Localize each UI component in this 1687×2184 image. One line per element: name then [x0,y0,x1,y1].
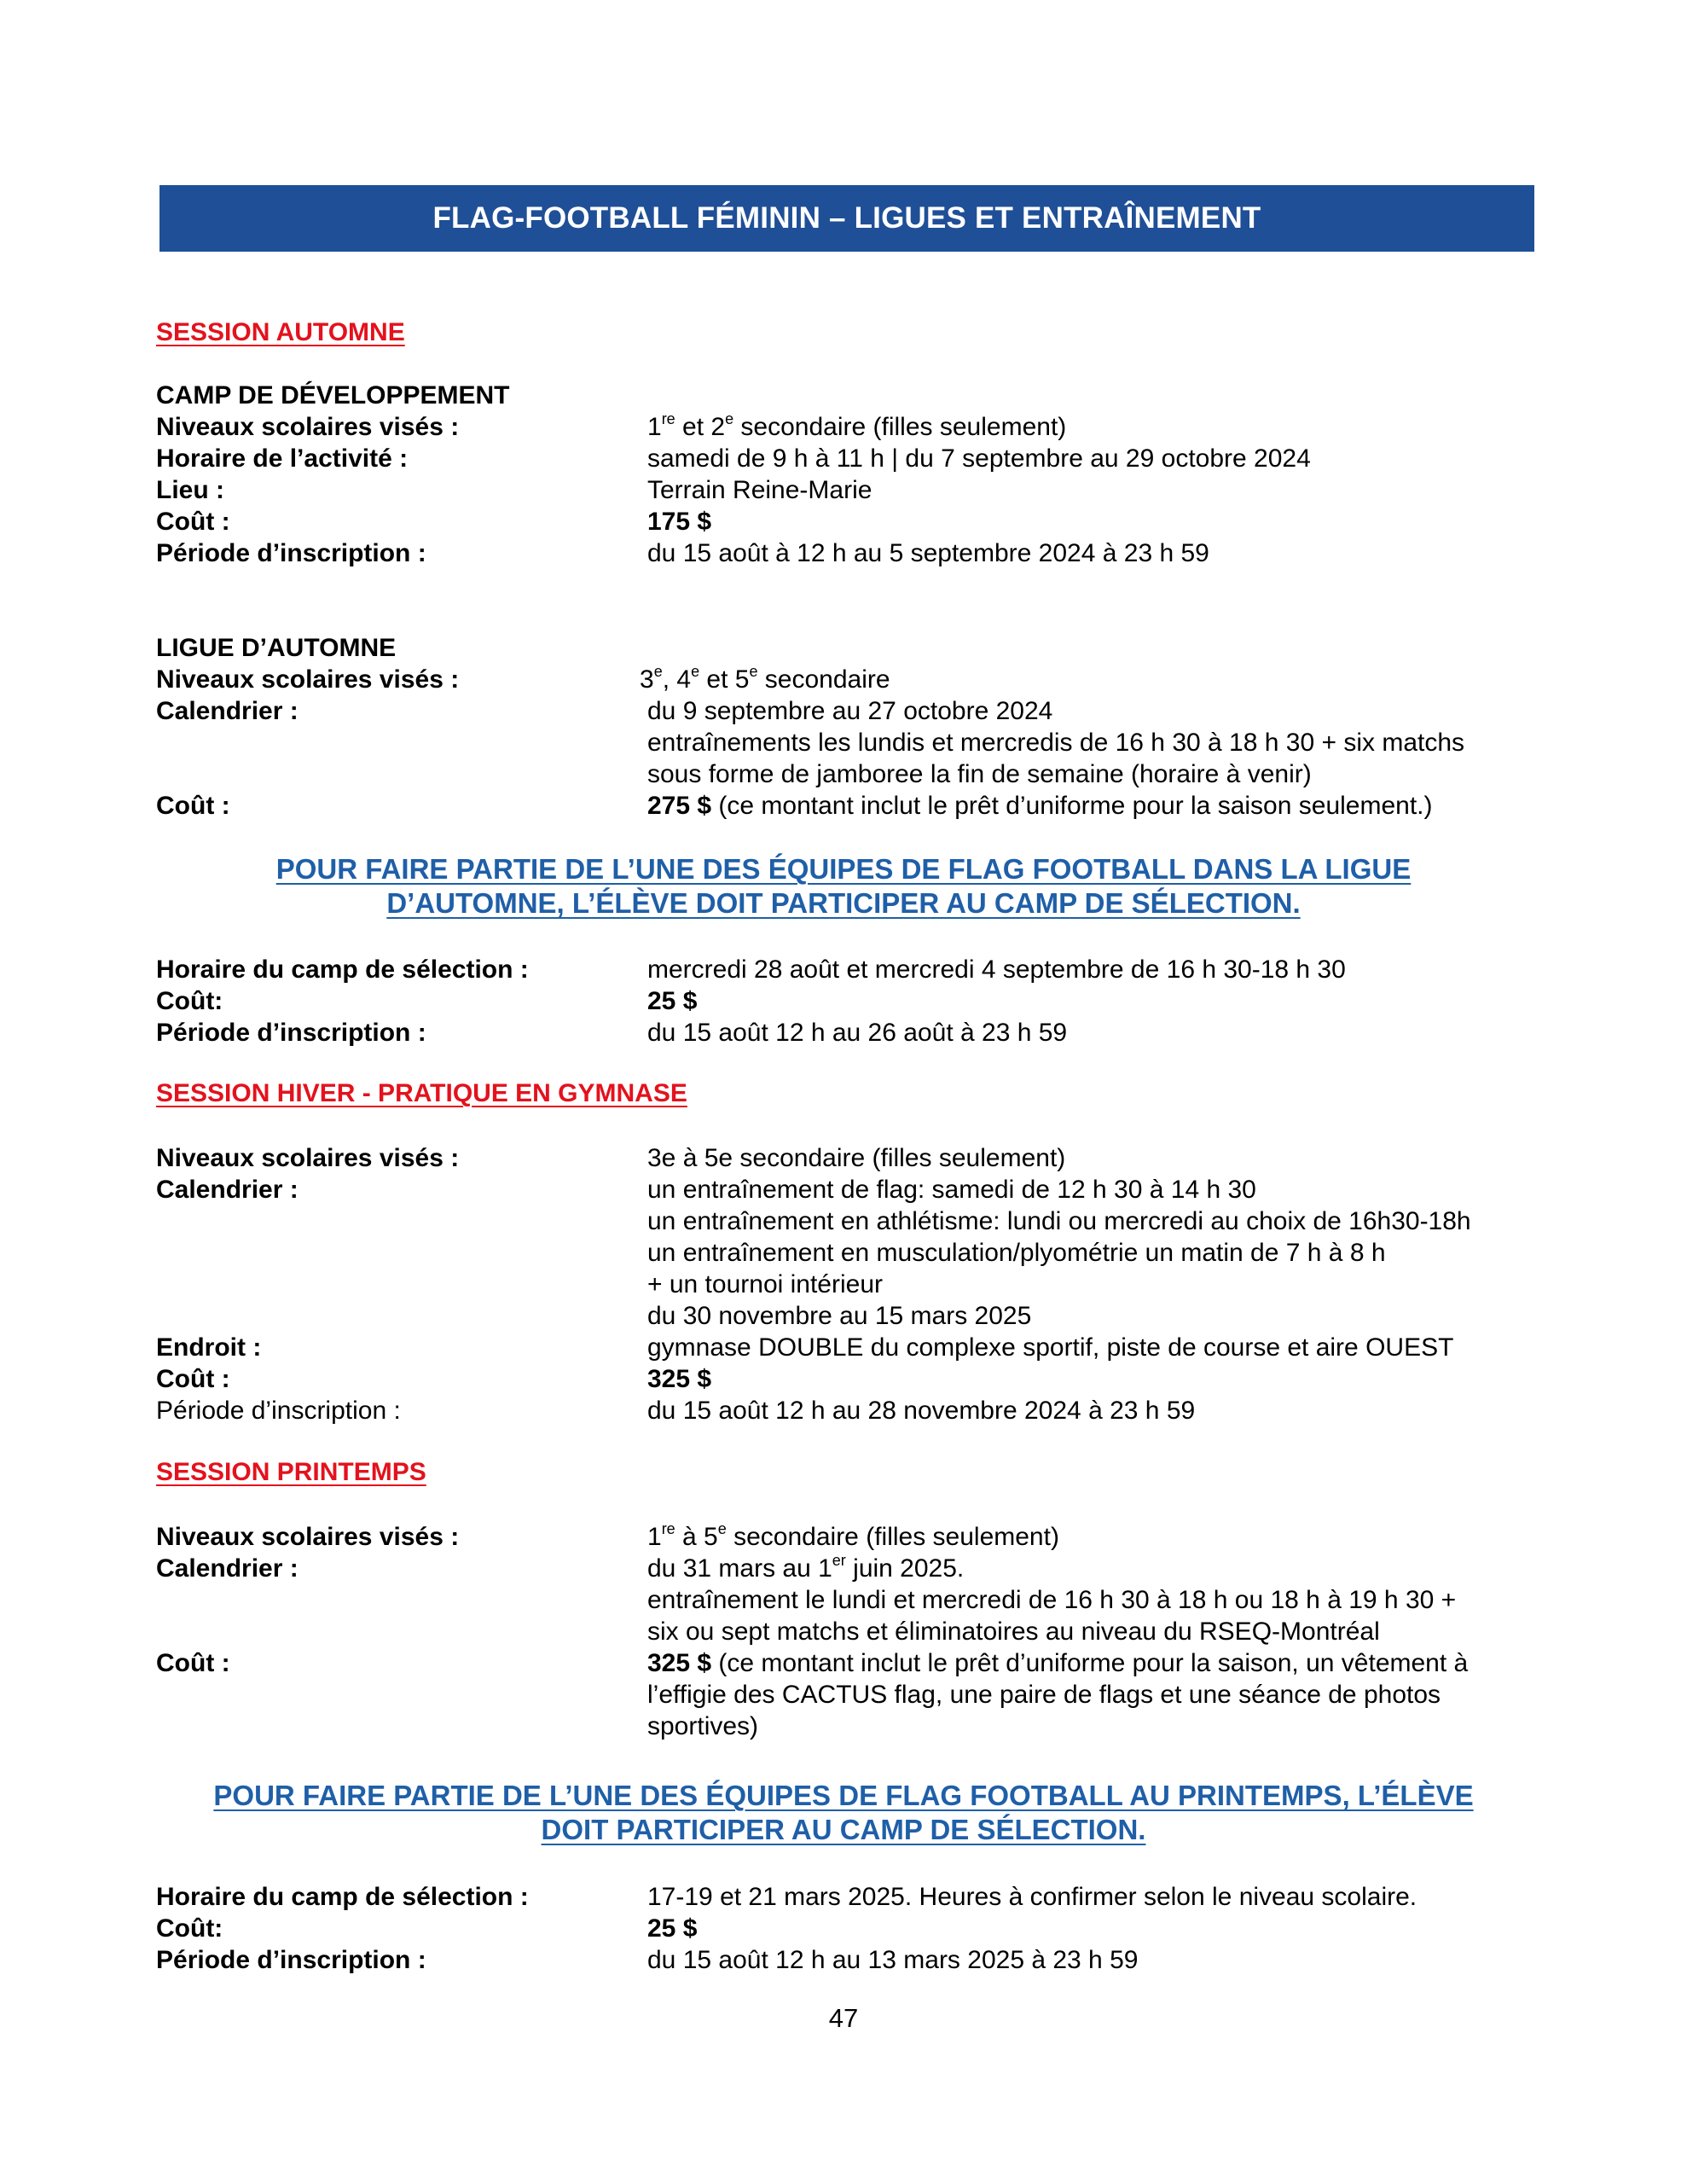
winter-registration-value: du 15 août 12 h au 28 novembre 2024 à 23 h 59 [647,1397,1196,1425]
spring-calendar-line1: du 31 mars au 1er juin 2025. [647,1552,965,1583]
camp-levels-label: Niveaux scolaires visés : [156,413,460,441]
autumn-selection-schedule-label: Horaire du camp de sélection : [156,956,529,984]
section-title-winter: SESSION HIVER - PRATIQUE EN GYMNASE [156,1079,687,1107]
page-number: 47 [828,2003,859,2033]
spring-cost-value: 325 $ (ce montant inclut le prêt d’uniforme pour la saison, un vêtement à [647,1649,1469,1677]
section-title-autumn: SESSION AUTOMNE [156,318,405,346]
winter-calendar-line4: + un tournoi intérieur [647,1270,884,1298]
winter-place-value: gymnase DOUBLE du complexe sportif, piste de course et aire OUEST [647,1333,1454,1362]
league-cost-label: Coût : [156,792,230,820]
camp-cost-value: 175 $ [647,508,712,536]
spring-calendar-label: Calendrier : [156,1554,299,1583]
spring-cost-label: Coût : [156,1649,230,1677]
camp-title: CAMP DE DÉVELOPPEMENT [156,381,510,410]
autumn-selection-registration-label: Période d’inscription : [156,1019,426,1047]
winter-levels-label: Niveaux scolaires visés : [156,1144,460,1172]
page-banner [159,185,1534,252]
autumn-selection-registration-value: du 15 août 12 h au 26 août à 23 h 59 [647,1019,1068,1047]
league-levels-label: Niveaux scolaires visés : [156,665,460,694]
winter-calendar-line1: un entraînement de flag: samedi de 12 h 30 à 14 h 30 [647,1176,1256,1204]
winter-calendar-label: Calendrier : [156,1176,299,1204]
winter-cost-value: 325 $ [647,1365,712,1393]
spring-cost-line3: sportives) [647,1712,759,1740]
camp-place-label: Lieu : [156,476,224,504]
winter-cost-label: Coût : [156,1365,230,1393]
autumn-selection-schedule-value: mercredi 28 août et mercredi 4 septembre de 16 h 30-18 h 30 [647,956,1346,984]
camp-place-value: Terrain Reine-Marie [647,476,872,504]
spring-selection-schedule-value: 17-19 et 21 mars 2025. Heures à confirmer selon le niveau scolaire. [647,1883,1417,1911]
winter-levels-value: 3e à 5e secondaire (filles seulement) [647,1144,1066,1172]
banner-title: FLAG-FOOTBALL FÉMININ – LIGUES ET ENTRAÎNEMENT [432,201,1261,235]
camp-registration-value: du 15 août à 12 h au 5 septembre 2024 à 23 h 59 [647,539,1209,567]
league-cost-value: 275 $ (ce montant inclut le prêt d’uniforme pour la saison seulement.) [647,792,1433,820]
spring-calendar-line3: six ou sept matchs et éliminatoires au niveau du RSEQ-Montréal [647,1618,1380,1646]
autumn-selection-notice [0,852,1687,921]
spring-calendar-line2: entraînement le lundi et mercredi de 16 h 30 à 18 h ou 18 h à 19 h 30 + [647,1586,1457,1614]
winter-place-label: Endroit : [156,1333,262,1362]
spring-selection-notice [0,1779,1687,1847]
winter-calendar-line2: un entraînement en athlétisme: lundi ou mercredi au choix de 16h30-18h [647,1207,1471,1235]
spring-levels-label: Niveaux scolaires visés : [156,1523,460,1551]
spring-selection-registration-value: du 15 août 12 h au 13 mars 2025 à 23 h 59 [647,1946,1139,1974]
league-calendar-label: Calendrier : [156,697,299,725]
spring-selection-registration-label: Période d’inscription : [156,1946,426,1974]
spring-notice-line2: DOIT PARTICIPER AU CAMP DE SÉLECTION. [541,1814,1146,1845]
league-levels-value: 3e, 4e et 5e secondaire [640,663,890,694]
spring-cost-line2: l’effigie des CACTUS flag, une paire de flags et une séance de photos [647,1681,1441,1709]
league-calendar-line1: du 9 septembre au 27 octobre 2024 [647,697,1053,725]
autumn-notice-line2: D’AUTOMNE, L’ÉLÈVE DOIT PARTICIPER AU CAMP DE SÉLECTION. [386,887,1301,919]
spring-selection-cost-label: Coût: [156,1914,223,1943]
camp-schedule-label: Horaire de l’activité : [156,444,409,473]
spring-selection-schedule-label: Horaire du camp de sélection : [156,1883,529,1911]
spring-notice-line1: POUR FAIRE PARTIE DE L’UNE DES ÉQUIPES DE FLAG FOOTBALL AU PRINTEMPS, L’ÉLÈVE [213,1780,1474,1811]
league-calendar-line2: entraînements les lundis et mercredis de 16 h 30 à 18 h 30 + six matchs [647,729,1465,757]
spring-selection-cost-value: 25 $ [647,1914,698,1943]
autumn-selection-cost-value: 25 $ [647,987,698,1015]
winter-calendar-line5: du 30 novembre au 15 mars 2025 [647,1302,1032,1330]
winter-calendar-line3: un entraînement en musculation/plyométrie un matin de 7 h à 8 h [647,1239,1386,1267]
winter-registration-label: Période d’inscription : [156,1397,401,1425]
spring-levels-value: 1re à 5e secondaire (filles seulement) [647,1520,1059,1551]
league-calendar-line3: sous forme de jamboree la fin de semaine (horaire à venir) [647,760,1312,788]
camp-levels-value: 1re et 2e secondaire (filles seulement) [647,410,1067,441]
section-title-spring: SESSION PRINTEMPS [156,1458,426,1486]
autumn-notice-line1: POUR FAIRE PARTIE DE L’UNE DES ÉQUIPES DE FLAG FOOTBALL DANS LA LIGUE [275,853,1412,885]
camp-cost-label: Coût : [156,508,230,536]
autumn-selection-cost-label: Coût: [156,987,223,1015]
camp-registration-label: Période d’inscription : [156,539,426,567]
camp-schedule-value: samedi de 9 h à 11 h | du 7 septembre au 29 octobre 2024 [647,444,1311,473]
league-title: LIGUE D’AUTOMNE [156,634,397,662]
